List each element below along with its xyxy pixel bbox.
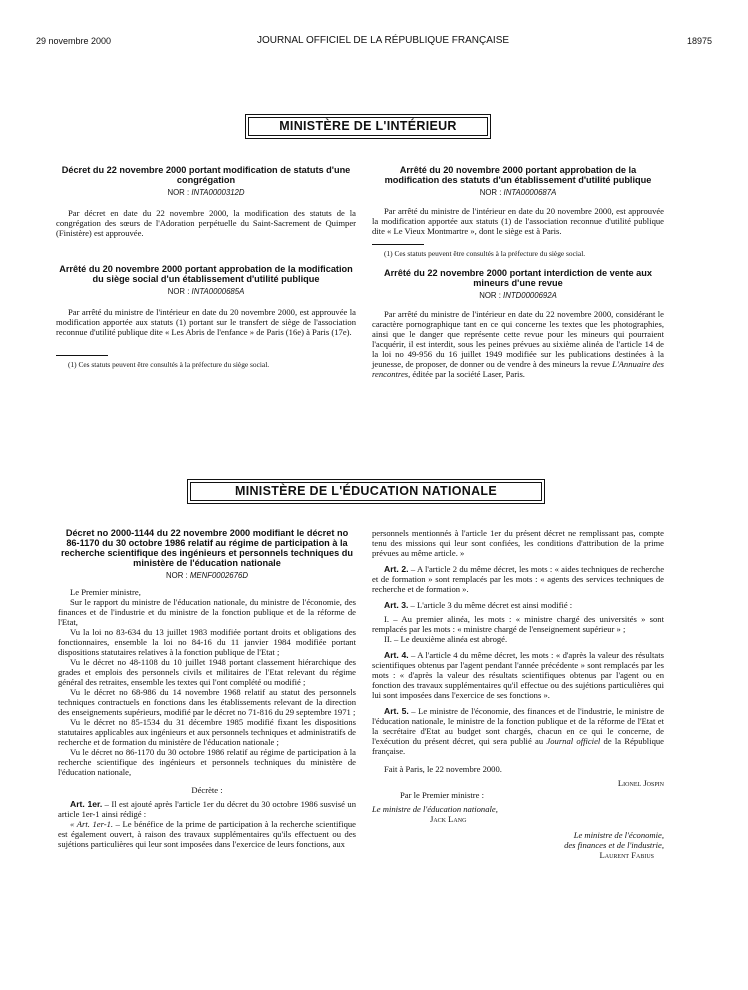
interieur-left-column xyxy=(56,165,356,369)
header-date: 29 novembre 2000 xyxy=(36,36,112,46)
nor-reference: NOR : MENF0002676D xyxy=(166,571,248,580)
education-right-column xyxy=(372,528,664,860)
ministry-interieur-title: MINISTÈRE DE L'INTÉRIEUR xyxy=(248,117,488,136)
header-journal: JOURNAL OFFICIEL DE LA RÉPUBLIQUE FRANÇAISE xyxy=(256,35,510,46)
article-5: Art. 5. – Le ministre de l'économie, des finances et de l'industrie, le ministre de l'éducation nationale, le ministre de la fonction publique et de la réforme de l'Etat et la secrétaire d'Etat au budget sont chargés, chacun en ce qui le concerne, de l'exécution du présent décret, qui sera publié au Journal officiel de la République française. xyxy=(372,706,665,756)
arrete-title: Arrêté du 20 novembre 2000 portant approbation de la modification du siège social d'un établissement d'utilité publique xyxy=(59,264,353,284)
footnote: (1) Ces statuts peuvent être consultés à la préfecture du siège social. xyxy=(384,249,586,258)
footnote-rule xyxy=(56,355,108,356)
footnote: (1) Ces statuts peuvent être consultés à la préfecture du siège social. xyxy=(68,360,270,369)
arrete-title: Arrêté du 20 novembre 2000 portant approbation de la modification des statuts d'un établissement d'utilité publique xyxy=(384,165,652,185)
nor-reference: NOR : INTD0000692A xyxy=(479,291,557,300)
visa-paragraph: Sur le rapport du ministre de l'éducation nationale, du ministre de l'économie, des finances et de l'industrie et du ministre de la fonction publique et de la réforme de l'Etat, xyxy=(58,597,356,627)
article-3-item-ii: II. – Le deuxième alinéa est abrogé. xyxy=(384,634,508,644)
article-3: Art. 3. – L'article 3 du même décret est ainsi modifié : xyxy=(384,600,573,610)
visa-paragraph: Le Premier ministre, xyxy=(70,587,141,597)
article-1-quote: « Art. 1er-1. – Le bénéfice de la prime de participation à la recherche scientifique est également ouvert, à raison des travaux supplémentaires qu'ils effectuent ou des sujétions particulières qui leur sont imposées dans l'exercice de leurs fonctions, aux xyxy=(58,819,356,849)
signatory-prime-minister: Lionel Jospin xyxy=(617,778,664,788)
ministry-interieur-box xyxy=(245,114,491,139)
arrete-text: Par arrêté du ministre de l'intérieur en date du 20 novembre 2000, est approuvée la modification apportée aux statuts (1) portant sur le transfert de siège de l'association reconnue d'utilité publique dite « Les Abris de l'enfance » de Paris (16e) à Paris (17e). xyxy=(56,307,356,337)
visa-paragraph: Vu le décret no 86-1170 du 30 octobre 1986 relatif au régime de participation à la recherche scientifique des ingénieurs et personnels techniques du ministère de l'éducation nationale, xyxy=(58,747,356,777)
ministry-education-title: MINISTÈRE DE L'ÉDUCATION NATIONALE xyxy=(190,482,542,501)
signatory-education: Jack Lang xyxy=(430,814,467,824)
article-4: Art. 4. – A l'article 4 du même décret, les mots : « d'après la valeur des résultats scientifiques obtenus par l'agent pendant l'année précédente » sont remplacés par les mots : « d'après la valeur des résultats scientifiques obtenus par l'agent ou en fonction des travaux supplémentaires qu'il effectue ou des sujétions particulières qui lui sont imposées dans l'exercice de ses fonctions ». xyxy=(372,650,664,700)
minister-economy-title: Le ministre de l'économie, xyxy=(573,830,664,840)
nor-reference: NOR : INTA0000312D xyxy=(167,188,245,197)
interieur-right-column xyxy=(372,165,664,379)
article-1: Art. 1er. – Il est ajouté après l'article 1er du décret du 30 octobre 1986 susvisé un article 1er-1 ainsi rédigé : xyxy=(58,799,356,819)
minister-economy-title-2: des finances et de l'industrie, xyxy=(564,840,664,850)
article-2: Art. 2. – A l'article 2 du même décret, les mots : « aides techniques de recherche et de formation » sont remplacés par les mots : « agents des services techniques de recherche et de formation ». xyxy=(372,564,665,594)
decree-text: Par décret en date du 22 novembre 2000, la modification des statuts de la congrégation des sœurs de l'Adoration perpétuelle du Saint-Sacrement de Quimper (Finistère) est approuvée. xyxy=(56,208,356,238)
visa-paragraph: Vu le décret no 85-1534 du 31 décembre 1985 modifié fixant les dispositions statutaires applicables aux ingénieurs et aux personnels techniques et administratifs de recherche et de formation du ministère de l'éducation nationale ; xyxy=(58,717,356,747)
decree-title: Décret no 2000-1144 du 22 novembre 2000 modifiant le décret no 86-1170 du 30 octobre 1986 relatif au régime de participation à la recherche scientifique des ingénieurs et personnels techniques du ministère de l'éducation nationale xyxy=(60,528,354,568)
ministry-education-box xyxy=(187,479,545,504)
arrete-text: Par arrêté du ministre de l'intérieur en date du 20 novembre 2000, est approuvée la modification apportée aux statuts (1) de l'association reconnue d'utilité publique dite « Le Vieux Montmartre », dont le siège est à Paris. xyxy=(372,206,664,236)
signatory-economy: Laurent Fabius xyxy=(599,850,654,860)
nor-reference: NOR : INTA0000687A xyxy=(479,188,557,197)
footnote-rule xyxy=(372,244,424,245)
visa-paragraph: Vu la loi no 83-634 du 13 juillet 1983 modifiée portant droits et obligations des fonctionnaires, ensemble la loi no 84-16 du 11 janvier 1984 modifiée portant dispositions statutaires relatives à la fonction publique de l'Etat ; xyxy=(58,627,356,657)
by-prime-minister: Par le Premier ministre : xyxy=(400,790,485,800)
visa-paragraph: Vu le décret no 68-986 du 14 novembre 1968 relatif au statut des personnels techniques contractuels en fonctions dans les établissements relevant de la direction des enseignements supérieurs, modifié par le décret no 71-816 du 29 septembre 1971 ; xyxy=(58,687,356,717)
nor-reference: NOR : INTA0000685A xyxy=(167,287,245,296)
education-left-column xyxy=(58,528,356,849)
header-page-number: 18975 xyxy=(686,36,712,46)
date-place: Fait à Paris, le 22 novembre 2000. xyxy=(384,764,502,774)
minister-education-title: Le ministre de l'éducation nationale, xyxy=(372,804,498,814)
article-3-item-i: I. – Au premier alinéa, les mots : « ministre chargé des universités » sont remplacés par les mots : « ministre chargé de l'enseignement supérieur » ; xyxy=(372,614,664,634)
arrete-text: Par arrêté du ministre de l'intérieur en date du 22 novembre 2000, considérant le caractère pornographique tant en ce qui concerne les textes que les photographies, ainsi que le danger que représente cette revue pour les mineurs qui pourraient l'acquérir, il est interdit, sous les peines prévues au sixième alinéa de l'article 14 de la loi no 49-956 du 16 juillet 1949 modifiée sur les publications destinées à la jeunesse, de proposer, de donner ou de vendre à des mineurs la revue L'Annuaire des rencontres, éditée par la société Laser, Paris. xyxy=(372,309,664,379)
visa-paragraph: Vu le décret no 48-1108 du 10 juillet 1948 portant classement hiérarchique des grades et emplois des personnels civils et militaires de l'Etat relevant du régime général des retraites, ensemble les textes qui l'ont complété ou modifié ; xyxy=(58,657,356,687)
arrete-title: Arrêté du 22 novembre 2000 portant interdiction de vente aux mineurs d'une revue xyxy=(383,268,653,288)
article-1-continuation: personnels mentionnés à l'article 1er du présent décret ne remplissant pas, compte tenu des missions qui leur sont confiées, les conditions d'attribution de la prime prévues au même article. » xyxy=(372,528,664,558)
decrete-label: Décrète : xyxy=(191,785,223,795)
decree-title: Décret du 22 novembre 2000 portant modification de statuts d'une congrégation xyxy=(61,165,351,185)
